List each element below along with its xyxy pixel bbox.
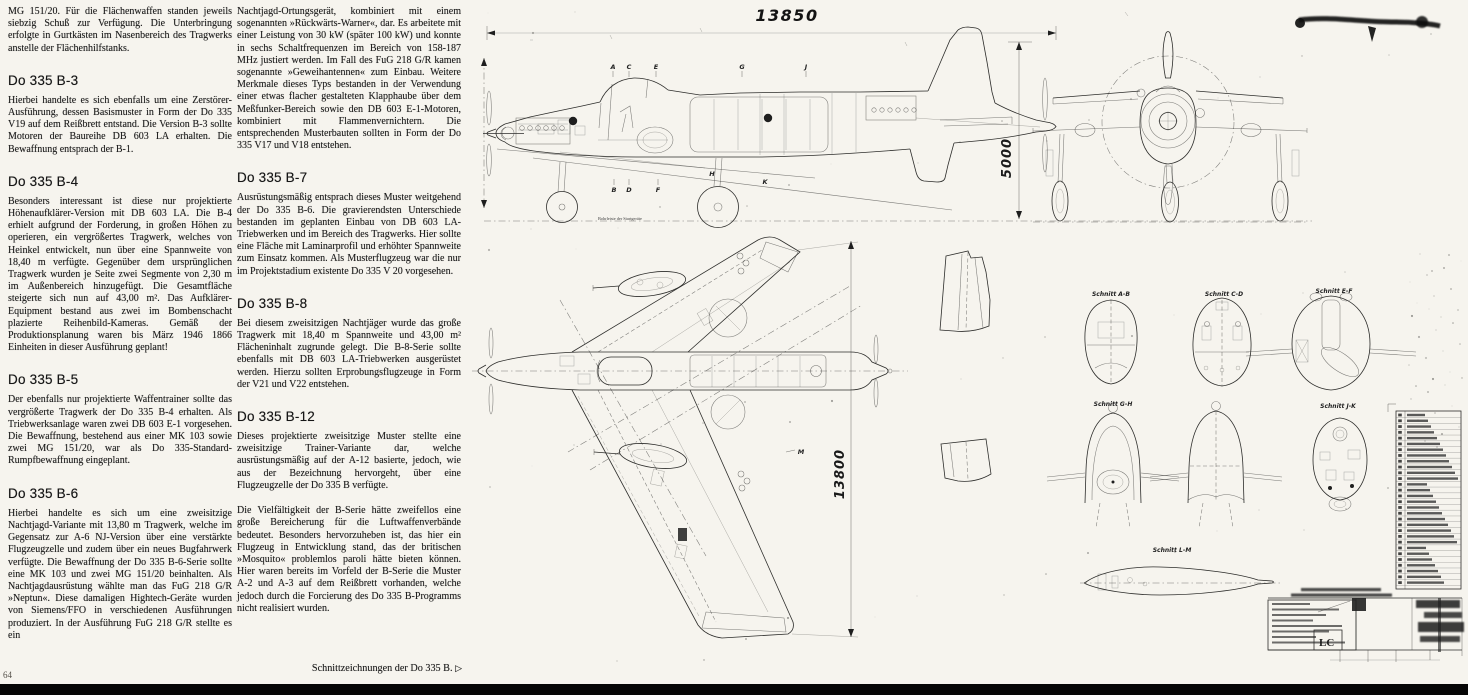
svg-text:Schnitt G-H: Schnitt G-H [1093,401,1133,408]
small-illegible-label: Bohrleiste der Startgeräte [598,216,642,221]
svg-text:Schnitt A-B: Schnitt A-B [1091,291,1131,298]
section-heading-b8: Do 335 B-8 [237,295,308,311]
svg-text:A: A [610,63,616,71]
section-body-b6: Hierbei handelte es sich um eine zweisitzige Nachtjagd-Variante mit 13,80 m Tragwerk, welche im Gegensatz zur A-6 NJ-Version über eine verstärkte Flugzeugzelle und zudem über ein neues Bugfahrwerk verfügte. Die Bewaffnung der Do 335 B-6-Serie sollte eine MK 103 und zwei MG 151/20 beinhalten. Als Nachtjagdausrüstung wählte man das FuG 218 G/R »Neptun«. Diese damaligen Hightech-Geräte wurden von Siemens/FFO in verschiedenen Ausführungen produziert. In der Ausführung FuG 218 G/R stellte es ein [8,507,232,641]
section-body-b4: Besonders interessant ist diese nur projektierte Höhenaufklärer-Version mit DB 603 LA. Die B-4 erhielt aufgrund der Forderung, in großen Höhen zu operieren, ein vergrößertes Tragwerk, welches von Heinkel entwickelt, nun über eine Spannweite von 18,40 m verfügte. Gegenüber dem ursprünglichen Tragwerk wurden je Seite zwei Segmente von 2,30 m im Außenbereich hinzugefügt. Die Gesamtfläche steigerte sich nun auf 43,00 m². Das Aufklärer-Equipment bestand aus zwei im Bombenschacht plazierte Reihenbild-Kameras. Gemäß der Produktionsplanung waren bis März 1946 1866 Einheiten in dieser Ausführung geplant! [8,195,232,354]
scan-speckles [488,12,1463,662]
section-heading-b6: Do 335 B-6 [8,485,79,501]
length-dimension [487,6,1056,40]
svg-text:B: B [611,186,617,194]
section-body-b7: Ausrüstungsmäßig entsprach dieses Muster weitgehend der Do 335 B-6. Die gravierendsten Unterschiede bestanden im geplanten Einbau von DB 603 LA-Triebwerken und im Bereich des Tragwerks. Hier sollte eine Fläche mit Laminarprofil und erhöhter Spannweite zum Einsatz kommen. Als Musterflugzeug war die nur im Projektstadium existente Do 335 V 20 vorgesehen. [237,192,461,277]
section-heading-b7: Do 335 B-7 [237,170,308,186]
fin-detail-drawing [940,251,990,331]
svg-text:D: D [626,186,632,194]
figure-caption [237,663,462,674]
section-body-b5: Der ebenfalls nur projektierte Waffentrainer sollte das vergrößerte Tragwerk der Do 335 B-4 erhalten. Als Triebwerksanlage waren zwei DB 603 E-1 vorgesehen. Die Bewaffnung, bestehend aus einer MK 103 sowie zwei MG 151/20, war als Do 335-Standard-Rumpfbewaffnung eingeplant. [8,394,232,467]
svg-text:C: C [626,63,632,71]
section-heading-b3: Do 335 B-3 [8,72,79,88]
title-block-caption-illegible [1301,588,1381,591]
front-view-drawing [1033,32,1307,223]
svg-text:J: J [804,63,808,71]
section-body-b12: Dieses projektierte zweisitzige Muster stellte eine zweisitzige Trainer-Variante dar, welche ausrüstungsmäßig auf der A-12 basierte, jedoch, wie aus der Bezeichnung hervorgeht, über eine Flugzeugzelle der Do 335 B verfügte. [237,431,461,491]
station-letters-bottom [612,170,769,194]
svg-text:Schnitt L-M: Schnitt L-M [1152,547,1192,554]
section-body-b3: Hierbei handelte es sich ebenfalls um eine Zerstörer-Ausführung, dessen Basismuster in Form der Do 335 V19 auf dem Reißbrett entstand. Die Version B-3 sollte Motoren der Baureihe DB 603 LA erhalten. Die Bewaffnung entsprach der B-1. [8,94,232,155]
height-dimension [1000,42,1032,219]
bottom-black-bar [0,684,1468,695]
plan-view-drawing [472,237,908,638]
title-block [1268,588,1464,662]
text-column-right [237,6,461,615]
text-column-left [8,6,232,642]
span-dimension [792,241,858,637]
stabilizer-detail-drawing [941,439,991,481]
caption-arrow-icon: ▷ [455,664,462,674]
ink-smudge [530,12,1440,46]
svg-text:Schnitt E-F: Schnitt E-F [1315,288,1353,295]
title-block-code: LC [1319,637,1335,649]
section-heading-b5: Do 335 B-5 [8,372,79,388]
svg-text:E: E [653,63,659,71]
figure-caption-text: Schnittzeichnungen der Do 335 B. [311,663,453,674]
dim-span-label: 13800 [833,448,848,500]
cross-sections [1047,288,1416,595]
side-view-drawing [481,27,1312,228]
legend-table [1388,404,1461,589]
dim-length-label: 13850 [755,6,819,25]
section-body-b8: Bei diesem zweisitzigen Nachtjäger wurde das große Tragwerk mit 18,40 m Spannweite und 43,00 m² Flächeninhalt zugrunde gelegt. Die B-8-Serie sollte ebenfalls mit DB 603 LA-Triebwerken ausgerüstet werden. Hierzu sollten Erprobungsflugzeuge in Form der V21 und V22 entstehen. [237,317,461,390]
page-number: 64 [3,670,12,680]
svg-text:Schnitt J-K: Schnitt J-K [1320,403,1356,410]
svg-text:K: K [762,178,768,186]
stamp-illegible [1416,598,1464,652]
section-heading-b12: Do 335 B-12 [237,409,315,425]
svg-text:Schnitt C-D: Schnitt C-D [1204,291,1244,298]
blueprint-drawing [470,0,1468,684]
lead-paragraph: MG 151/20. Für die Flächenwaffen standen jeweils siebzig Schuß zur Verfügung. Die Unterbringung erfolgte in Gurtkästen im Nasenbereich des Tragwerks anstelle der Flächenhilfstanks. [8,6,232,54]
dim-height-label: 5000 [1000,137,1015,179]
station-letters-top [609,63,807,77]
svg-text:F: F [655,186,661,194]
svg-text:G: G [739,63,745,71]
section-heading-b4: Do 335 B-4 [8,173,79,189]
closing-paragraph: Die Vielfältigkeit der B-Serie hätte zweifellos eine große Bereicherung für die Luftwaffenverbände bedeutet. Besonders hervorzuheben ist, das hier ein Flugzeug in Entwicklung stand, das der britischen »Mosquito« problemlos paroli hätte bieten können. Hier waren bereits im Vorfeld der B-Serie die Muster A-2 und A-3 auf dem Reißbrett vorhanden, welche jedoch durch die Forcierung des Do 335 B-Programms nicht realisiert wurden. [237,505,461,614]
svg-text:H: H [709,170,715,178]
lead-paragraph: Nachtjagd-Ortungsgerät, kombiniert mit einem sogenannten »Rückwärts-Warner«, dar. Es arbeitete mit einer Leistung von 30 kW (später 100 kW) und konnte in sechs Schaltfrequenzen im Bereich von 158-187 MHz justiert werden. Im Fall des FuG 218 G/R kamen sogenannte »Geweihantennen« zum Einbau. Weitere Merkmale dieses Typs bestanden in der Verwendung einer etwas flacher gestalteten Klapphaube über dem Meßfunker-Bereich sowie den DB 603 E-1-Motoren, kombiniert mit Flammenvernichtern. Die entsprechenden Musterbauten sollten in Form der Do 335 V17 und V18 entstehen. [237,6,461,152]
svg-text:M: M [797,448,805,456]
